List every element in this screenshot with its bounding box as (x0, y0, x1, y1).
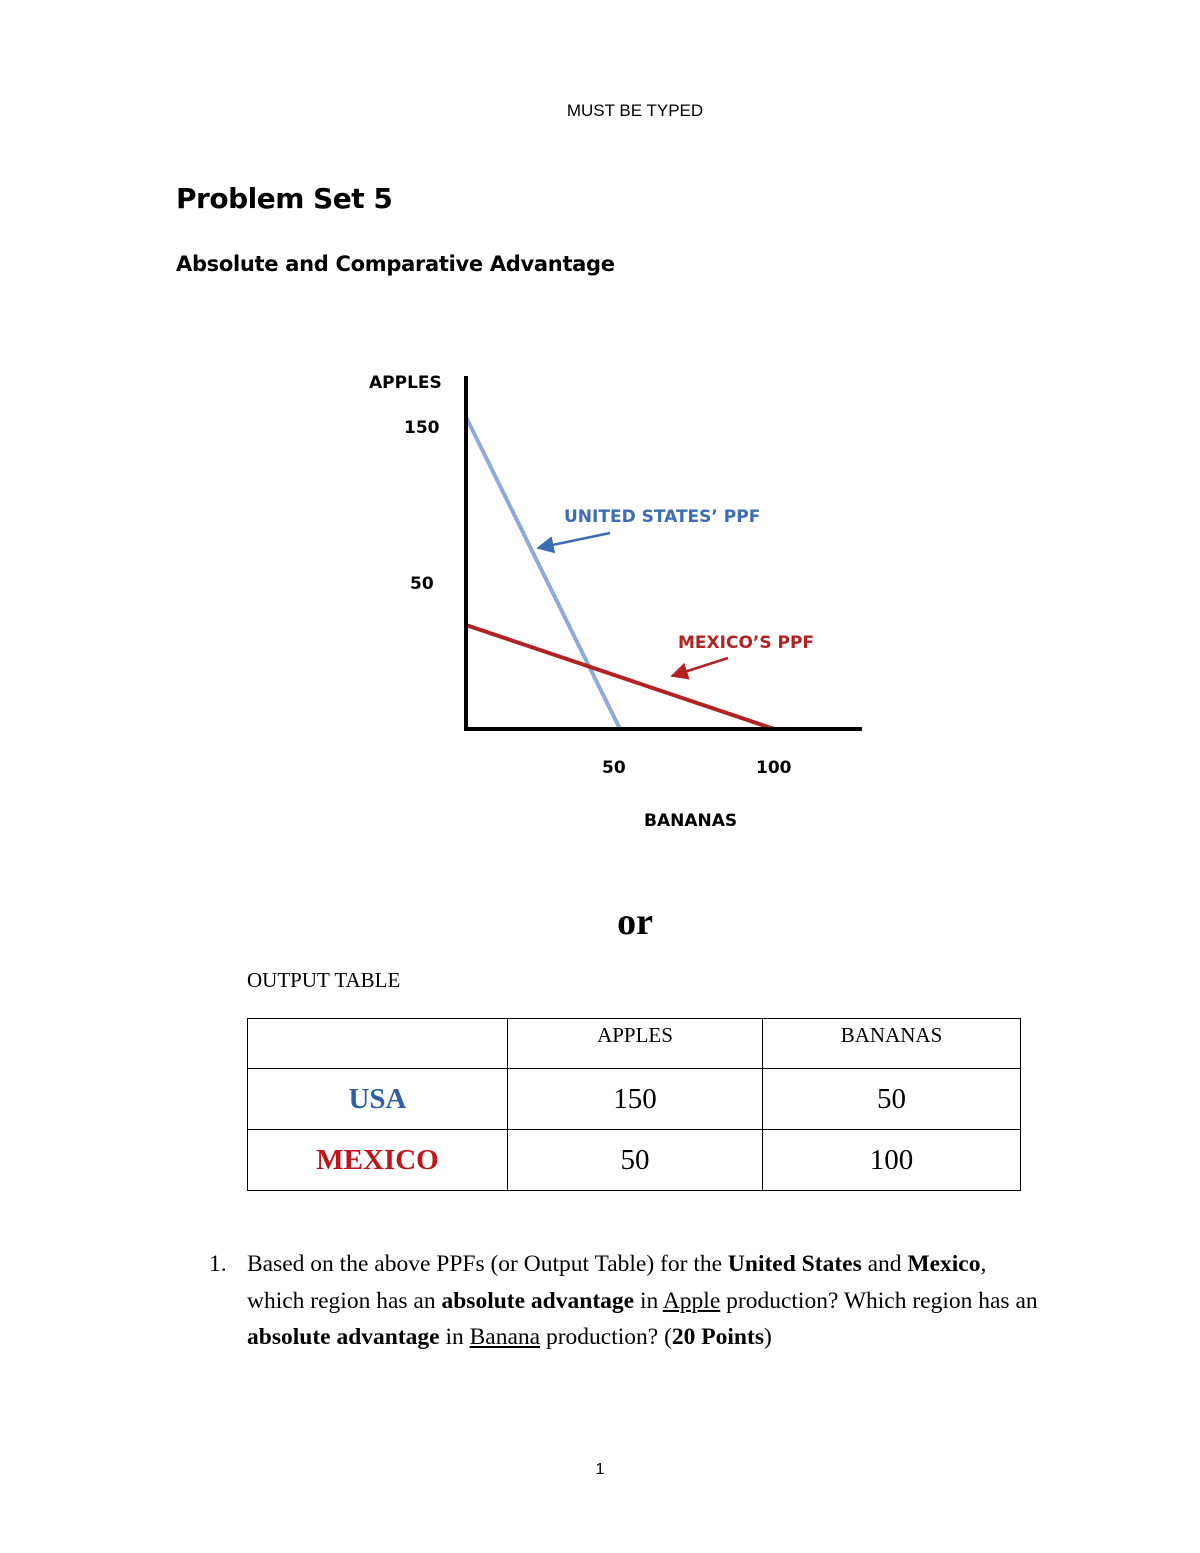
question-text-part: , which region has an (247, 1251, 987, 1314)
question-text-part: and (861, 1251, 908, 1277)
question-emphasis: absolute advantage (441, 1287, 635, 1314)
usa-ppf-label: UNITED STATES’ PPF (564, 507, 761, 527)
mexico-ppf-label: MEXICO’S PPF (678, 633, 815, 653)
mexico-bananas-cell: 100 (763, 1130, 1021, 1191)
x-tick-label-100: 100 (756, 758, 792, 778)
table-header-apples: APPLES (508, 1019, 763, 1069)
table-header-blank (248, 1019, 508, 1069)
question-text-part: Based on the above PPFs (or Output Table) for the (247, 1251, 728, 1277)
question-underlined: Banana (469, 1324, 541, 1350)
usa-ppf-line (466, 417, 620, 729)
output-table (247, 1018, 1021, 1191)
question-emphasis: absolute advantage (247, 1324, 440, 1350)
question-emphasis: Mexico (907, 1251, 981, 1277)
question-text (247, 1246, 1039, 1356)
question-text-part: production? ( (540, 1324, 672, 1350)
question-emphasis: 20 Points (671, 1324, 764, 1350)
question-underlined: Apple (662, 1287, 721, 1314)
mexico-ppf-arrow (672, 658, 728, 676)
or-separator: or (617, 901, 653, 943)
output-table-title: OUTPUT TABLE (247, 968, 401, 992)
usa-ppf-arrow (538, 533, 610, 548)
x-tick-label-50: 50 (602, 758, 626, 778)
question-1 (209, 1246, 1039, 1356)
y-tick-label-50: 50 (410, 574, 434, 594)
region-cell-usa: USA (248, 1069, 508, 1130)
usa-apples-cell: 150 (508, 1069, 763, 1130)
page-header: MUST BE TYPED (566, 101, 704, 120)
page-number: 1 (595, 1461, 605, 1478)
mexico-apples-cell: 50 (508, 1130, 763, 1191)
usa-bananas-cell: 50 (763, 1069, 1021, 1130)
y-axis-label: APPLES (369, 373, 442, 393)
question-emphasis: United States (727, 1251, 862, 1277)
question-text-part: production? Which region has an (720, 1287, 1038, 1314)
table-header-row (248, 1019, 1021, 1069)
region-cell-mexico: MEXICO (248, 1130, 508, 1191)
x-axis-label: BANANAS (644, 811, 738, 831)
table-row (248, 1130, 1021, 1191)
page-title: Problem Set 5 (176, 182, 393, 215)
table-row (248, 1069, 1021, 1130)
question-text-part: in (439, 1324, 470, 1350)
question-text-part: in (634, 1287, 663, 1314)
table-header-bananas: BANANAS (763, 1019, 1021, 1069)
question-number: 1. (209, 1251, 227, 1277)
y-tick-label-150: 150 (404, 418, 440, 438)
question-text-part: ) (763, 1324, 772, 1350)
page-subtitle: Absolute and Comparative Advantage (176, 252, 615, 276)
